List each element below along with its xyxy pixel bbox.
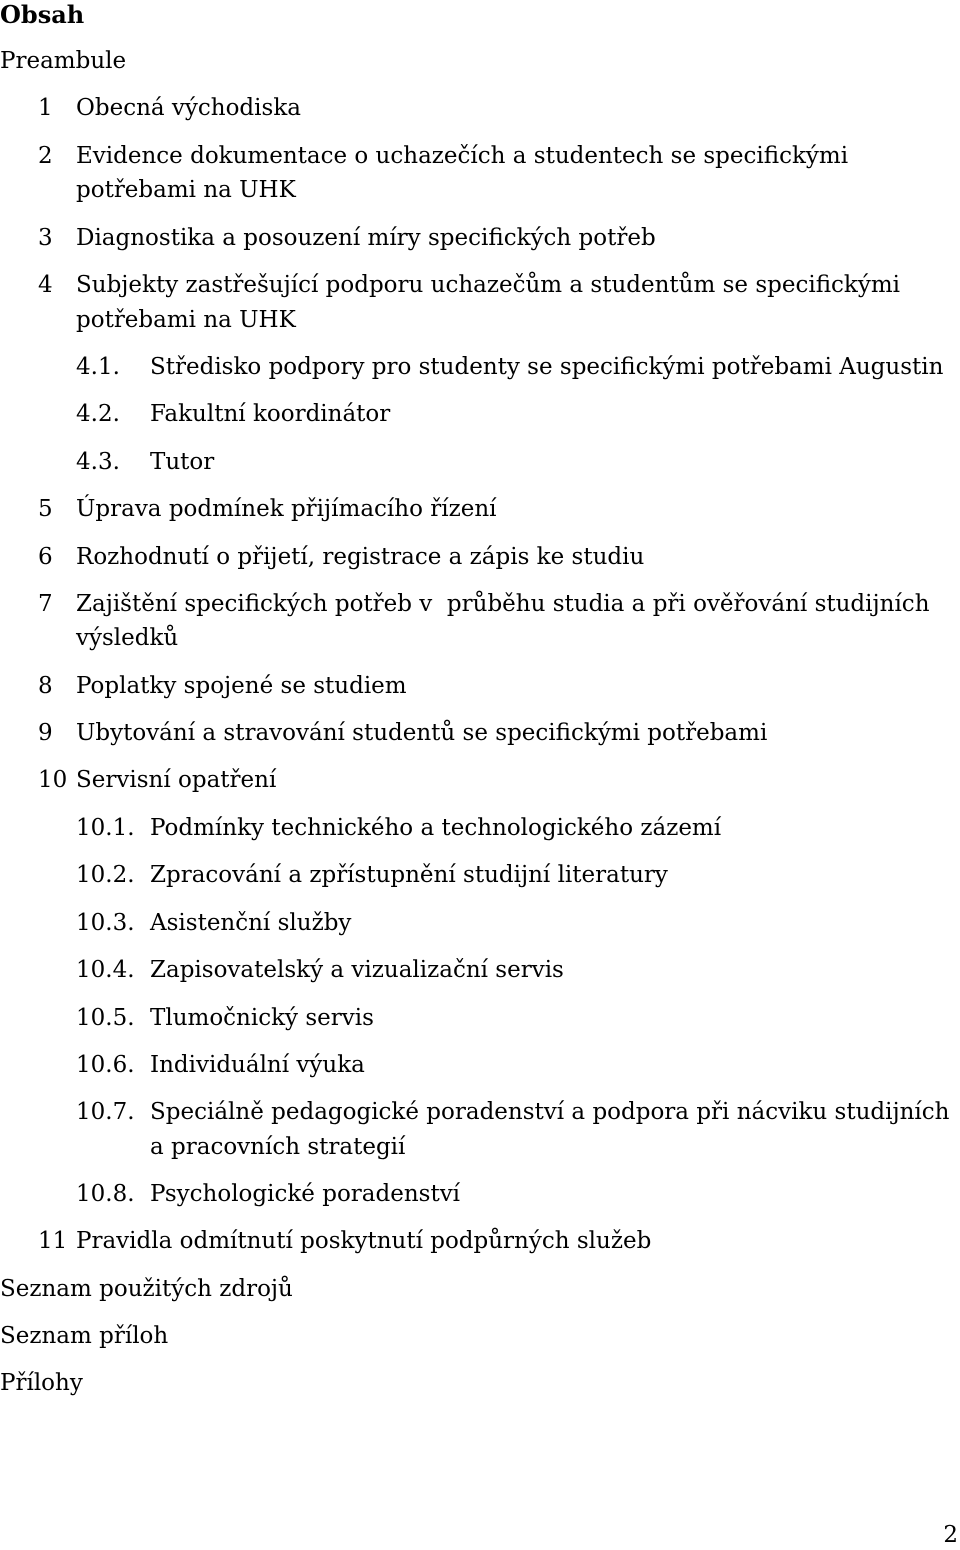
toc-item-number: 10.1. <box>76 815 135 841</box>
toc-item-number: 10.4. <box>76 957 135 983</box>
toc-item-text: Subjekty zastřešující podporu uchazečům a studentům se specifickými <box>76 272 901 298</box>
toc-item-number: 9 <box>38 720 53 746</box>
toc-subitem[interactable] <box>76 953 564 987</box>
toc-item[interactable] <box>38 492 497 526</box>
toc-subitem[interactable] <box>76 811 721 845</box>
toc-item[interactable] <box>38 1224 651 1258</box>
toc-item[interactable] <box>38 221 656 255</box>
toc-subitem[interactable] <box>76 858 668 892</box>
toc-item-text: Evidence dokumentace o uchazečích a studentech se specifickými <box>76 143 849 169</box>
toc-item-number: 10 <box>38 767 68 793</box>
toc-item-number: 4 <box>38 272 53 298</box>
toc-item-text: Rozhodnutí o přijetí, registrace a zápis ke studiu <box>76 544 645 570</box>
toc-item-number: 10.7. <box>76 1099 135 1125</box>
toc-item-continuation: výsledků <box>76 625 179 651</box>
toc-subitem[interactable] <box>76 1095 949 1129</box>
toc-item[interactable] <box>38 716 767 750</box>
toc-item-text: Úprava podmínek přijímacího řízení <box>76 496 497 522</box>
toc-item-text: Podmínky technického a technologického zázemí <box>150 815 722 841</box>
toc-item-text: Ubytování a stravování studentů se specifickými potřebami <box>76 720 768 746</box>
toc-item-number: 10.5. <box>76 1005 135 1031</box>
toc-item-number: 10.3. <box>76 910 135 936</box>
toc-item-number: 10.8. <box>76 1181 135 1207</box>
toc-subitem[interactable] <box>76 1177 460 1211</box>
toc-sources[interactable]: Seznam použitých zdrojů <box>0 1276 293 1302</box>
toc-item-number: 10.6. <box>76 1052 135 1078</box>
toc-item[interactable] <box>38 587 930 621</box>
toc-item-text: Zapisovatelský a vizualizační servis <box>150 957 564 983</box>
toc-subitem[interactable] <box>76 397 390 431</box>
toc-item-text: Poplatky spojené se studiem <box>76 673 407 699</box>
toc-item-text: Fakultní koordinátor <box>150 401 391 427</box>
toc-item[interactable] <box>38 540 644 574</box>
toc-subitem[interactable] <box>76 906 351 940</box>
toc-item[interactable] <box>38 763 276 797</box>
toc-subitem[interactable] <box>76 1048 365 1082</box>
toc-item-text: Obecná východiska <box>76 95 301 121</box>
toc-item-number: 6 <box>38 544 53 570</box>
toc-item-number: 7 <box>38 591 53 617</box>
toc-attachments-list[interactable]: Seznam příloh <box>0 1323 169 1349</box>
toc-item-text: Individuální výuka <box>150 1052 365 1078</box>
toc-item-number: 10.2. <box>76 862 135 888</box>
toc-item-text: Středisko podpory pro studenty se specifickými potřebami Augustin <box>150 354 944 380</box>
toc-item[interactable] <box>38 91 301 125</box>
toc-item-number: 4.2. <box>76 401 120 427</box>
page-number: 2 <box>943 1522 958 1548</box>
toc-item-continuation: potřebami na UHK <box>76 177 296 203</box>
toc-item-number: 4.3. <box>76 449 120 475</box>
toc-item-number: 2 <box>38 143 53 169</box>
toc-subitem[interactable] <box>76 1001 374 1035</box>
toc-item-text: Tutor <box>150 449 215 475</box>
toc-item-text: Zpracování a zpřístupnění studijní literatury <box>150 862 668 888</box>
toc-item-number: 4.1. <box>76 354 120 380</box>
toc-subitem[interactable] <box>76 445 214 479</box>
toc-item-text: Speciálně pedagogické poradenství a podpora při nácviku studijních <box>150 1099 950 1125</box>
toc-attachments[interactable]: Přílohy <box>0 1370 83 1396</box>
toc-item-text: Pravidla odmítnutí poskytnutí podpůrných služeb <box>76 1228 652 1254</box>
toc-item-continuation: potřebami na UHK <box>76 307 296 333</box>
toc-item-number: 3 <box>38 225 53 251</box>
toc-item-text: Diagnostika a posouzení míry specifických potřeb <box>76 225 656 251</box>
toc-item-text: Servisní opatření <box>76 767 277 793</box>
toc-item-text: Tlumočnický servis <box>150 1005 374 1031</box>
toc-item[interactable] <box>38 139 848 173</box>
toc-item-number: 11 <box>38 1228 68 1254</box>
toc-item-text: Psychologické poradenství <box>150 1181 461 1207</box>
toc-title: Obsah <box>0 0 85 29</box>
toc-preamble[interactable]: Preambule <box>0 48 127 74</box>
toc-item-text: Asistenční služby <box>150 910 352 936</box>
toc-item-text: Zajištění specifických potřeb v průběhu studia a při ověřování studijních <box>76 591 930 617</box>
toc-item-number: 1 <box>38 95 53 121</box>
toc-item-number: 8 <box>38 673 53 699</box>
toc-item-continuation: a pracovních strategií <box>150 1134 406 1160</box>
toc-item[interactable] <box>38 669 407 703</box>
toc-subitem[interactable] <box>76 350 943 384</box>
toc-item-number: 5 <box>38 496 53 522</box>
toc-item[interactable] <box>38 268 900 302</box>
